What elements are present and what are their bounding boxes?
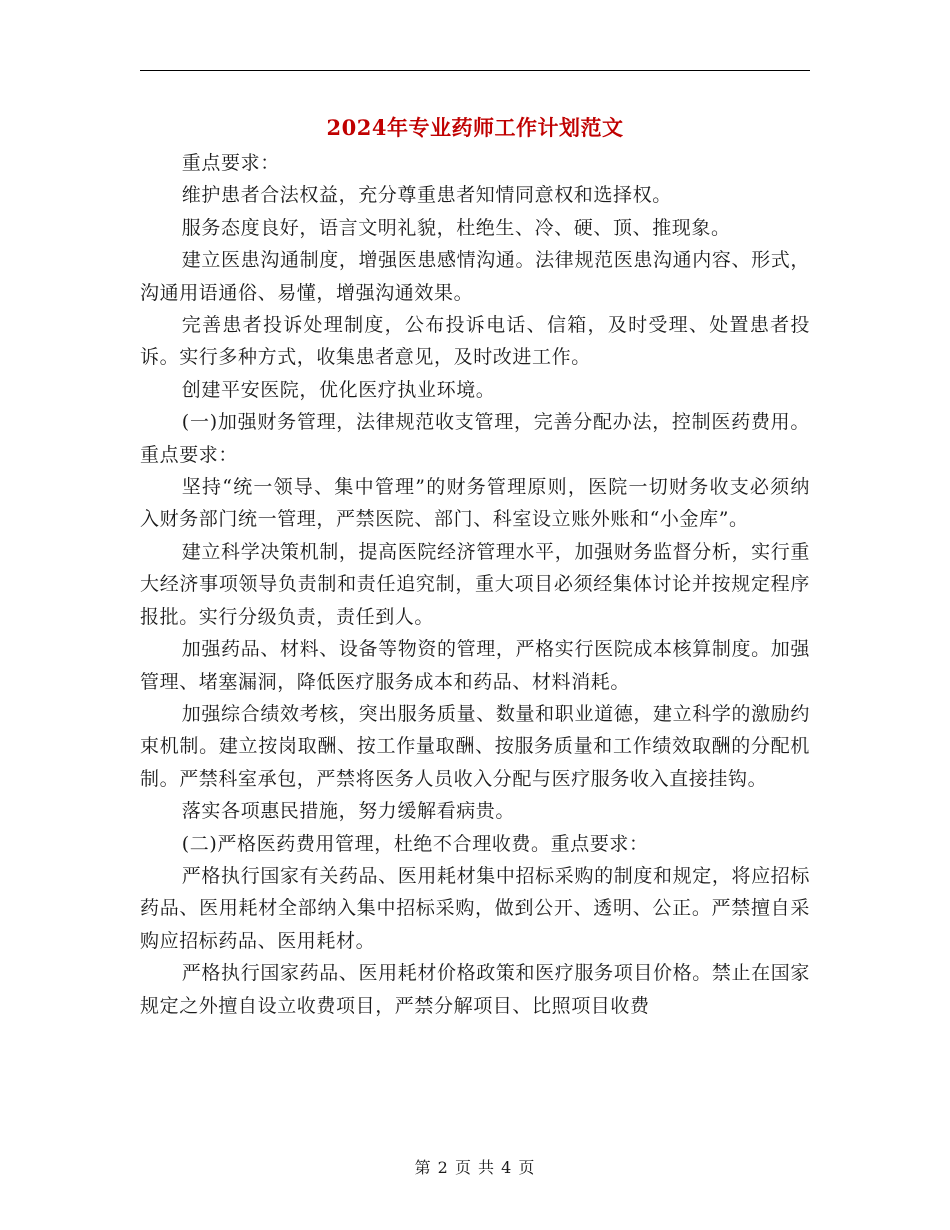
paragraph: 维护患者合法权益，充分尊重患者知情同意权和选择权。 xyxy=(181,184,672,207)
page-number: 第 2 页 共 4 页 xyxy=(414,1158,536,1177)
paragraph: 建立科学决策机制，提高医院经济管理水平，加强财务监督分析，实行重大经济事项领导负责制和责任追究制，重大项目必须经集体讨论并按规定程序报批。实行分级负责，责任到人。 xyxy=(140,540,810,628)
document-title: 2024年专业药师工作计划范文 xyxy=(326,115,624,140)
paragraph: 严格执行国家有关药品、医用耗材集中招标采购的制度和规定，将应招标药品、医用耗材全部纳入集中招标采购，做到公开、透明、公正。严禁擅自采购应招标药品、医用耗材。 xyxy=(140,864,810,952)
paragraph: 落实各项惠民措施，努力缓解看病贵。 xyxy=(181,800,515,823)
paragraph: 完善患者投诉处理制度，公布投诉电话、信箱，及时受理、处置患者投诉。实行多种方式，收集患者意见，及时改进工作。 xyxy=(140,314,810,369)
paragraph: 严格执行国家药品、医用耗材价格政策和医疗服务项目价格。禁止在国家规定之外擅自设立收费项目，严禁分解项目、比照项目收费 xyxy=(140,962,810,1017)
paragraph: (二)严格医药费用管理，杜绝不合理收费。重点要求： xyxy=(181,832,649,855)
paragraph: 加强综合绩效考核，突出服务质量、数量和职业道德，建立科学的激励约束机制。建立按岗取酬、按工作量取酬、按服务质量和工作绩效取酬的分配机制。严禁科室承包，严禁将医务人员收入分配与医疗服务收入直接挂钩。 xyxy=(140,702,810,790)
document-body xyxy=(140,147,810,1022)
paragraph: 坚持“统一领导、集中管理”的财务管理原则，医院一切财务收支必须纳入财务部门统一管理，严禁医院、部门、科室设立账外账和“小金库”。 xyxy=(140,476,810,531)
paragraph: 创建平安医院，优化医疗执业环境。 xyxy=(181,378,496,401)
paragraph: (一)加强财务管理，法律规范收支管理，完善分配办法，控制医药费用。重点要求： xyxy=(140,411,810,466)
paragraph: 服务态度良好，语言文明礼貌，杜绝生、冷、硬、顶、推现象。 xyxy=(181,216,731,239)
header-rule xyxy=(140,70,810,71)
paragraph: 加强药品、材料、设备等物资的管理，严格实行医院成本核算制度。加强管理、堵塞漏洞，降低医疗服务成本和药品、材料消耗。 xyxy=(140,638,810,693)
paragraph: 重点要求： xyxy=(181,152,280,174)
paragraph: 建立医患沟通制度，增强医患感情沟通。法律规范医患沟通内容、形式，沟通用语通俗、易懂，增强沟通效果。 xyxy=(140,249,810,304)
